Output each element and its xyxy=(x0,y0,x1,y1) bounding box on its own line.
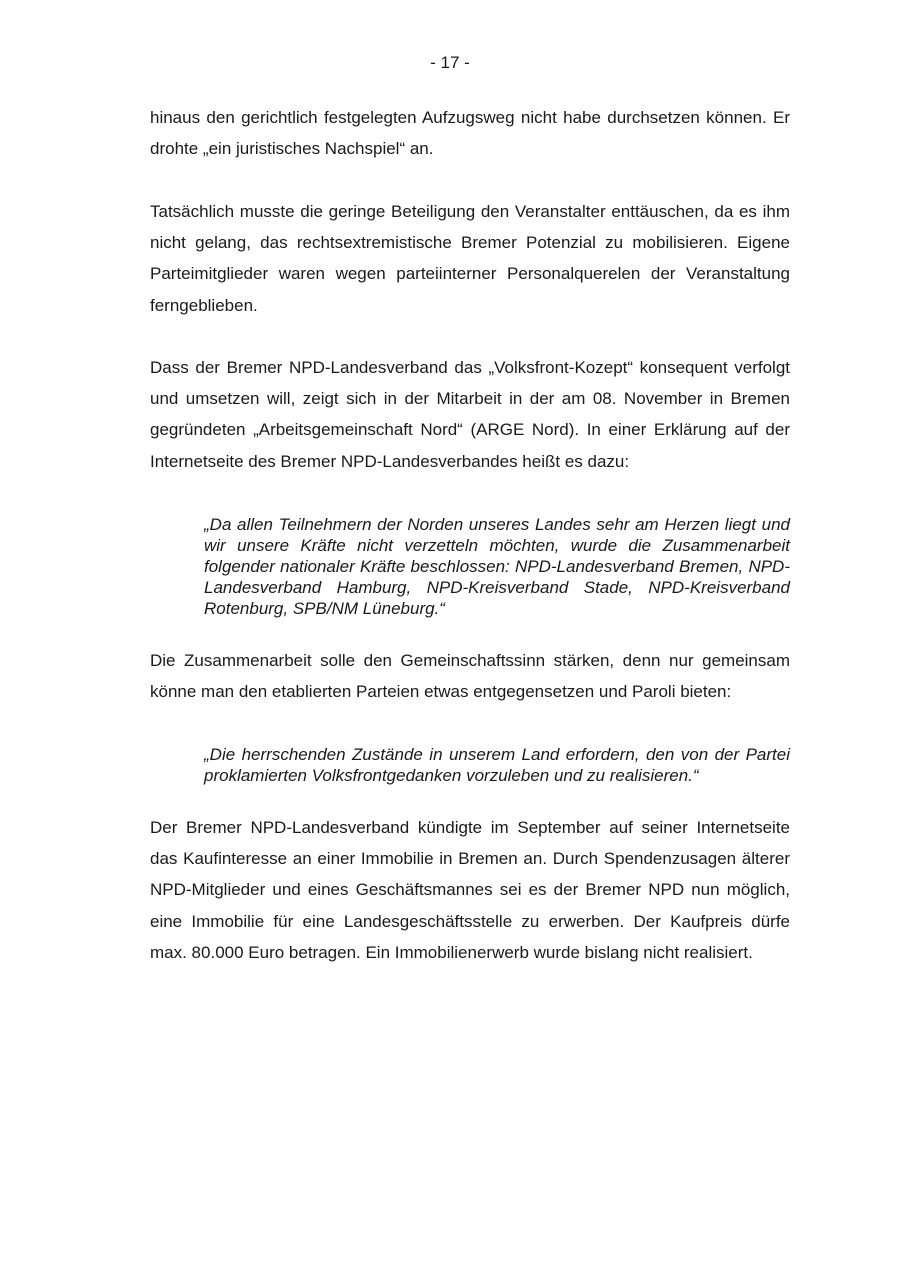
paragraph-aufzugsweg: hinaus den gerichtlich festgelegten Aufzugsweg nicht habe durchsetzen können. Er drohte „ein juristisches Nachspiel“ an. xyxy=(150,108,790,159)
paragraph-zusammenarbeit: Die Zusammenarbeit solle den Gemeinschaftssinn stärken, denn nur gemeinsam könne man den etablierten Parteien etwas entgegensetzen und Paroli bieten: xyxy=(150,651,790,702)
quote-volksfront: „Die herrschenden Zustände in unserem Land erfordern, den von der Partei proklamierten Volksfrontgedanken vorzuleben und zu realisieren.“ xyxy=(204,745,790,785)
paragraph-immobilie: Der Bremer NPD-Landesverband kündigte im September auf seiner Internetseite das Kaufinteresse an einer Immobilie in Bremen an. Durch Spendenzusagen älterer NPD-Mitglieder und eines Geschäftsmannes sei es der Bremer NPD nun möglich, eine Immobilie für eine Landesgeschäftsstelle zu erwerben. Der Kaufpreis dürfe max. 80.000 Euro betragen. Ein Immobilienerwerb wurde bislang nicht realisiert. xyxy=(150,818,790,962)
paragraph-beteiligung: Tatsächlich musste die geringe Beteiligung den Veranstalter enttäuschen, da es ihm nicht gelang, das rechtsextremistische Bremer Potenzial zu mobilisieren. Eigene Parteimitglieder waren wegen parteiinterner Personalquerelen der Veranstaltung ferngeblieben. xyxy=(150,202,790,315)
page-number: - 17 - xyxy=(430,53,470,72)
paragraph-arge-nord: Dass der Bremer NPD-Landesverband das „Volksfront-Kozept“ konsequent verfolgt und umsetzen will, zeigt sich in der Mitarbeit in der am 08. November in Bremen gegründeten „Arbeitsgemeinschaft Nord“ (ARGE Nord). In einer Erklärung auf der Internetseite des Bremer NPD-Landesverbandes heißt es dazu: xyxy=(150,358,790,471)
quote-erklaerung: „Da allen Teilnehmern der Norden unseres Landes sehr am Herzen liegt und wir unsere Kräfte nicht verzetteln möchten, wurde die Zusammenarbeit folgender nationaler Kräfte beschlossen: NPD-Landesverband Bremen, NPD-Landesverband Hamburg, NPD-Kreisverband Stade, NPD-Kreisverband Rotenburg, SPB/NM Lüneburg.“ xyxy=(204,515,790,618)
